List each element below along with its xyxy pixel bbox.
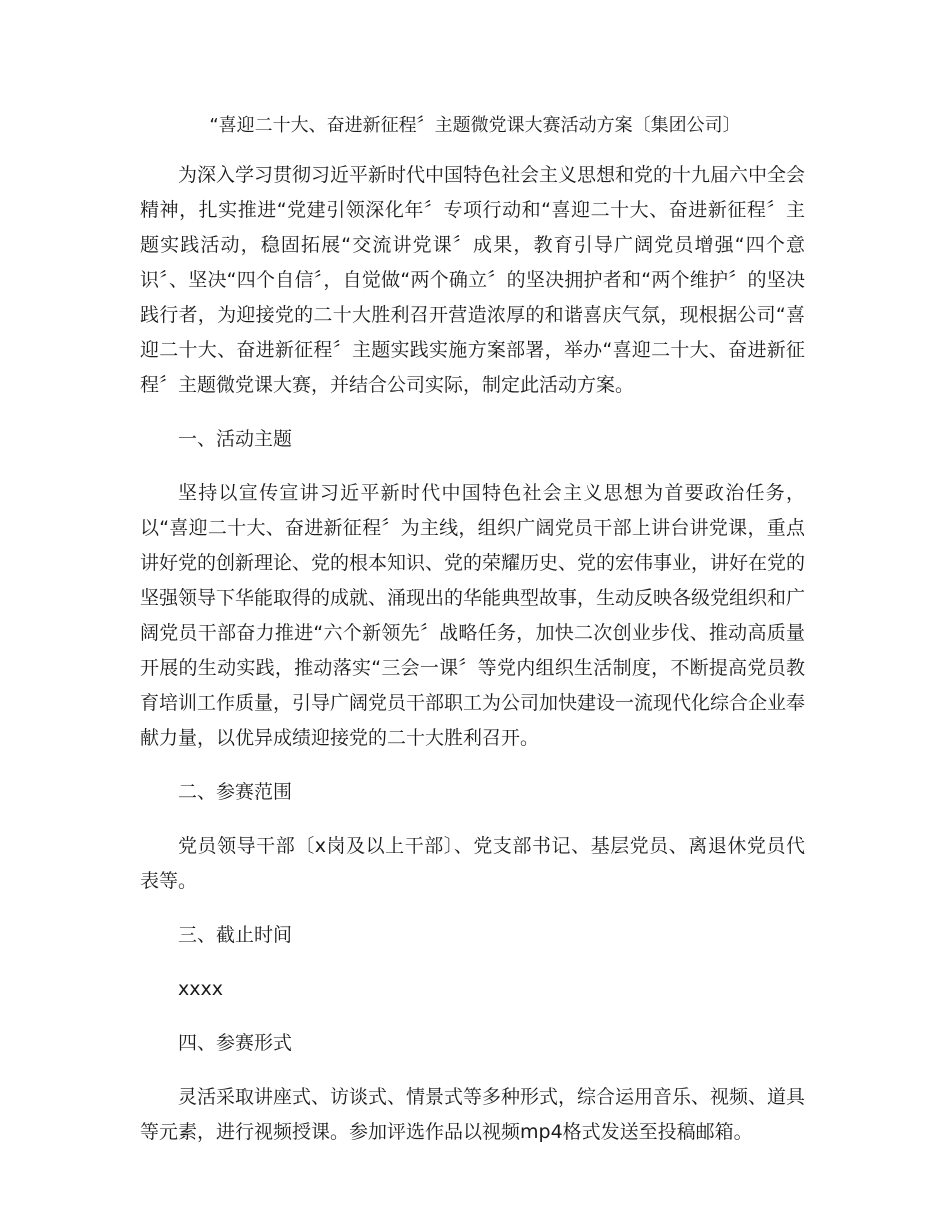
section-paragraph: xxxx bbox=[178, 978, 223, 1000]
section-scope bbox=[140, 775, 805, 899]
section-theme bbox=[140, 422, 805, 756]
section-heading: 三、截止时间 bbox=[178, 924, 293, 946]
section-paragraph: 坚持以宣传宣讲习近平新时代中国特色社会主义思想为首要政治任务，以“喜迎二十大、奋进新征程〞为主线，组织广阔党员干部上讲台讲党课，重点讲好党的创新理论、党的根本知识、党的荣耀历史、党的宏伟事业，讲好在党的坚强领导下华能取得的成就、涌现出的华能典型故事，生动反映各级党组织和广阔党员干部奋力推进“六个新领先〞战略任务，加快二次创业步伐、推动高质量开展的生动实践，推动落实“三会一课〞等党内组织生活制度，不断提高党员教育培训工作质量，引导广阔党员干部职工为公司加快建设一流现代化综合企业奉献力量，以优异成绩迎接党的二十大胜利召开。 bbox=[140, 482, 806, 749]
document-body bbox=[140, 158, 805, 1169]
section-paragraph: 党员领导干部〔x岗及以上干部〕、党支部书记、基层党员、离退休党员代表等。 bbox=[140, 835, 805, 892]
section-heading: 二、参赛范围 bbox=[178, 781, 293, 803]
section-heading: 四、参赛形式 bbox=[178, 1032, 293, 1054]
section-deadline bbox=[140, 918, 805, 1007]
section-paragraph: 灵活采取讲座式、访谈式、情景式等多种形式，综合运用音乐、视频、道具等元素，进行视频授课。参加评选作品以视频mp4格式发送至投稿邮箱。 bbox=[140, 1086, 806, 1143]
document-title: “喜迎二十大、奋进新征程〞主题微党课大赛活动方案〔集团公司〕 bbox=[209, 115, 741, 136]
section-format bbox=[140, 1026, 805, 1150]
intro-paragraph: 为深入学习贯彻习近平新时代中国特色社会主义思想和党的十九届六中全会精神，扎实推进“党建引领深化年〞专项行动和“喜迎二十大、奋进新征程〞主题实践活动，稳固拓展“交流讲党课〞成果，教育引导广阔党员增强“四个意识〞、坚决“四个自信〞，自觉做“两个确立〞的坚决拥护者和“两个维护〞的坚决践行者，为迎接党的二十大胜利召开营造浓厚的和谐喜庆气氛，现根据公司“喜迎二十大、奋进新征程〞主题实践实施方案部署，举办“喜迎二十大、奋进新征程〞主题微党课大赛，并结合公司实际，制定此活动方案。 bbox=[140, 164, 806, 396]
section-heading: 一、活动主题 bbox=[178, 428, 293, 450]
